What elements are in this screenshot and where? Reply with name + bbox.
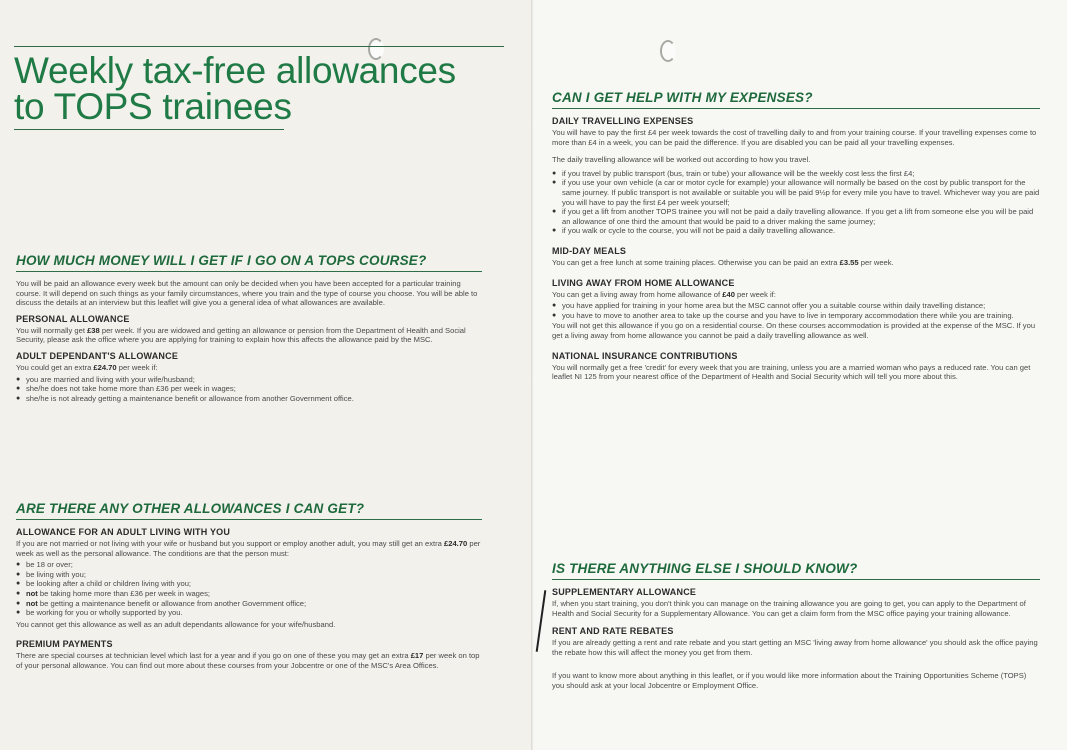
amount: £40: [722, 289, 735, 299]
list-item: ● be 18 or over;: [16, 560, 482, 570]
amount: £24.70: [93, 362, 117, 372]
title-line-1: Weekly tax-free allowances: [14, 50, 456, 91]
subheading-adult-living: ALLOWANCE FOR AN ADULT LIVING WITH YOU: [16, 527, 231, 537]
list-item: ● be living with you;: [16, 570, 482, 580]
list-item: ● she/he does not take home more than £36 per week in wages;: [16, 384, 482, 394]
rent-text: If you are already getting a rent and rate rebate and you start getting an MSC 'living away from home allowance' you should ask the office paying the rebate how this will affect the money you get from them.: [552, 638, 1038, 657]
list-item: ● you have to move to another area to take up the course and you have to live in temporary accommodation there while you are training.: [552, 311, 1040, 321]
list-item: ● you are married and living with your wife/husband;: [16, 375, 482, 385]
list-item: ● she/he is not already getting a maintenance benefit or allowance from another Government office.: [16, 394, 482, 404]
section-heading: HOW MUCH MONEY WILL I GET IF I GO ON A TOPS COURSE?: [16, 253, 482, 272]
away-list: [552, 301, 1040, 320]
closing-text: If you want to know more about anything in this leaflet, or if you would like more information about the Training Opportunities Scheme (TOPS) you should ask at your local Jobcentre or Employment Office.: [552, 671, 1027, 690]
travel-list: [552, 169, 1040, 236]
travel-text-2: The daily travelling allowance will be worked out according to how you travel.: [552, 155, 811, 165]
intro-text: You will be paid an allowance every week but the amount can only be decided when you have been accepted for a particular training course. It will depend on such things as your family circumstances, where you train and the type of course you choose. You will be able to discuss the details at an interview but this leaflet will give you a general idea of what allowances are available.: [16, 279, 478, 308]
title-rule-bottom: [14, 129, 284, 130]
subheading-supplementary: SUPPLEMENTARY ALLOWANCE: [552, 587, 697, 597]
list-item: ● you have applied for training in your home area but the MSC cannot offer you a suitable course within daily travelling distance;: [552, 301, 1040, 311]
title-rule-top: [14, 46, 504, 47]
section-heading: ARE THERE ANY OTHER ALLOWANCES I CAN GET?: [16, 501, 482, 520]
section-how-much: [16, 253, 482, 403]
list-item: ● not be taking home more than £36 per week in wages;: [16, 589, 482, 599]
punch-hole-icon: [660, 40, 676, 62]
list-item: ● if you travel by public transport (bus, train or tube) your allowance will be the weekly cost less the first £4;: [552, 169, 1040, 179]
amount: £24.70: [444, 539, 468, 548]
page-title: [14, 50, 504, 127]
section-anything-else: [552, 561, 1040, 691]
away-text: You can get a living away from home allowance of £40 per week if:: [552, 289, 776, 299]
list-item: ● be working for you or wholly supported by you.: [16, 608, 482, 618]
ni-text: You will normally get a free 'credit' for every week that you are training, unless you are a married woman who pays a reduced rate. You can get leaflet NI 125 from your nearest office of the Department of Health and Social Security which will tell you more about this.: [552, 362, 1031, 382]
adult-living-text: If you are not married or not living with your wife or husband but you support or employ another adult, you may still get an extra £24.70 per week as well as the personal allowance. The conditions are that the person must:: [16, 539, 481, 558]
subheading-personal: PERSONAL ALLOWANCE: [16, 313, 130, 324]
note-text: You cannot get this allowance as well as an adult dependants allowance for your wife/husband.: [16, 619, 336, 629]
subheading-meals: MID-DAY MEALS: [552, 245, 627, 256]
premium-text: There are special courses at technician level which last for a year and if you go on one of these you may get an extra £17 per week on top of your personal allowance. You can find out more about these courses from your Jobcentre or one of the MSC's Area Offices.: [16, 651, 480, 670]
list-item: ● if you use your own vehicle (a car or motor cycle for example) your allowance will normally be based on the cost by public transport for the same journey. If public transport is not available or suitable you will be paid 9½p for every mile you have to travel. Whichever way you are paid you will have to pay the first £4 per week yourself;: [552, 178, 1040, 207]
section-heading: CAN I GET HELP WITH MY EXPENSES?: [552, 90, 1040, 109]
page-fold: [531, 0, 533, 750]
subheading-travel: DAILY TRAVELLING EXPENSES: [552, 116, 694, 126]
amount: £38: [87, 325, 100, 335]
subheading-premium: PREMIUM PAYMENTS: [16, 639, 113, 650]
away-note: You will not get this allowance if you go on a residential course. On these courses accommodation is provided at the expense of the MSC. If you get a living away from home allowance you cannot be paid a daily travelling allowance as well.: [552, 321, 1036, 340]
subheading-away: LIVING AWAY FROM HOME ALLOWANCE: [552, 277, 735, 288]
amount: £3.55: [839, 257, 859, 267]
travel-text: You will have to pay the first £4 per week towards the cost of travelling daily to and from your training course. If your travelling expenses come to more than £4 in a week, you can be paid the difference. If you are disabled you can be paid all your travelling expenses.: [552, 128, 1037, 147]
list-item: ● if you walk or cycle to the course, you will not be paid a daily travelling allowance.: [552, 226, 1040, 236]
subheading-adult-dependant: ADULT DEPENDANT'S ALLOWANCE: [16, 350, 179, 361]
title-line-2: to TOPS trainees: [14, 86, 292, 127]
personal-text: You will normally get £38 per week. If you are widowed and getting an allowance or pension from the Department of Health and Social Security, please ask the office where you are applying for training to explain how this affects the allowance paid by the MSC.: [16, 325, 466, 345]
section-expenses: [552, 90, 1040, 382]
adult-dependant-text: You could get an extra £24.70 per week if:: [16, 362, 158, 372]
list-item: ● be looking after a child or children living with you;: [16, 579, 482, 589]
amount: £17: [410, 651, 424, 661]
list-item: ● not be getting a maintenance benefit or allowance from another Government office;: [16, 599, 482, 609]
section-heading: IS THERE ANYTHING ELSE I SHOULD KNOW?: [552, 561, 1040, 580]
section-other-allowances: [16, 501, 482, 671]
meals-text: You can get a free lunch at some training places. Otherwise you can be paid an extra £3.55 per week.: [552, 257, 894, 267]
list-item: ● if you get a lift from another TOPS trainee you will not be paid a daily travelling allowance. If you get a lift from someone else you will be paid an allowance of one third the amount that would be paid to a driver making the same journey;: [552, 207, 1040, 226]
subheading-ni: NATIONAL INSURANCE CONTRIBUTIONS: [552, 350, 738, 361]
conditions-list: [16, 560, 482, 618]
supplementary-text: If, when you start training, you don't think you can manage on the training allowance you are going to get, you can apply to the Department of Health and Social Security for a Supplementary Allowance. You can get a claim form from the MSC office paying your training allowance.: [552, 599, 1026, 618]
adult-dependant-list: [16, 375, 482, 404]
title-block: [14, 46, 504, 130]
subheading-rent: RENT AND RATE REBATES: [552, 626, 674, 637]
